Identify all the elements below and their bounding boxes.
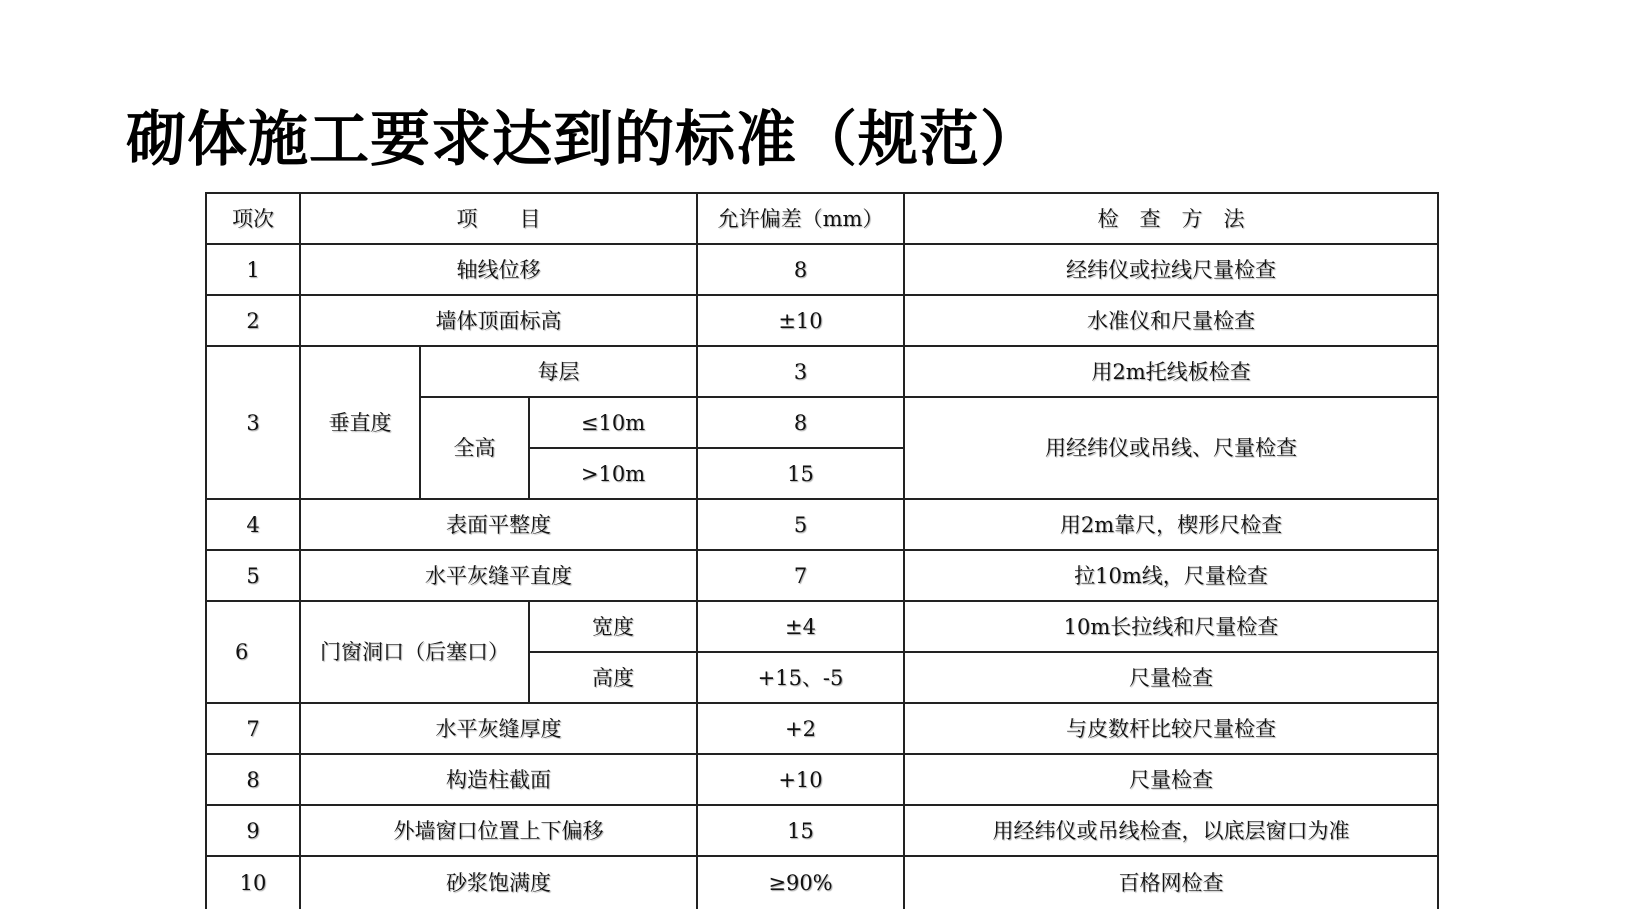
table-header-row [206, 193, 1438, 244]
table-row [206, 295, 1438, 346]
row-no: 10 [206, 856, 300, 909]
row-no: 1 [206, 244, 300, 295]
row-tolerance: 8 [697, 244, 904, 295]
row-item: 表面平整度 [300, 499, 697, 550]
row-tolerance: +10 [697, 754, 904, 805]
row-tolerance: 5 [697, 499, 904, 550]
row-no: 7 [206, 703, 300, 754]
row-tolerance: ±10 [697, 295, 904, 346]
table-row [206, 244, 1438, 295]
table-row [206, 499, 1438, 550]
row-item: 轴线位移 [300, 244, 697, 295]
sub-item-width: 宽度 [529, 601, 697, 652]
sub-item-full-height: 全高 [420, 397, 529, 499]
row-item: 水平灰缝平直度 [300, 550, 697, 601]
sub-item-per-floor: 每层 [420, 346, 697, 397]
header-tolerance: 允许偏差（mm） [697, 193, 904, 244]
table-row [206, 601, 1438, 652]
row-method: 尺量检查 [904, 754, 1438, 805]
row-no: 9 [206, 805, 300, 856]
standards-table [205, 192, 1439, 909]
row-item: 构造柱截面 [300, 754, 697, 805]
row-tolerance: 8 [697, 397, 904, 448]
table-row [206, 346, 1438, 397]
row-item: 水平灰缝厚度 [300, 703, 697, 754]
sub-item-height: 高度 [529, 652, 697, 703]
row-method: 水准仪和尺量检查 [904, 295, 1438, 346]
row-method: 用经纬仪或吊线检查，以底层窗口为准 [904, 805, 1438, 856]
row-tolerance: +2 [697, 703, 904, 754]
sub-item-le10m: ≤10m [529, 397, 697, 448]
row-method: 用经纬仪或吊线、尺量检查 [904, 397, 1438, 499]
table-row [206, 856, 1438, 909]
table-row [206, 754, 1438, 805]
row-no: 8 [206, 754, 300, 805]
row-item: 门窗洞口（后塞口） [300, 601, 529, 703]
row-method: 用2m托线板检查 [904, 346, 1438, 397]
row-tolerance: 7 [697, 550, 904, 601]
row-tolerance: 15 [697, 448, 904, 499]
table-row [206, 805, 1438, 856]
row-tolerance: ±4 [697, 601, 904, 652]
row-item: 外墙窗口位置上下偏移 [300, 805, 697, 856]
row-tolerance: 3 [697, 346, 904, 397]
row-no: 4 [206, 499, 300, 550]
row-no: 2 [206, 295, 300, 346]
row-item: 砂浆饱满度 [300, 856, 697, 909]
row-method: 10m长拉线和尺量检查 [904, 601, 1438, 652]
row-tolerance: 15 [697, 805, 904, 856]
row-method: 百格网检查 [904, 856, 1438, 909]
table-row [206, 550, 1438, 601]
sub-item-gt10m: >10m [529, 448, 697, 499]
row-method: 用2m靠尺，楔形尺检查 [904, 499, 1438, 550]
header-method: 检 查 方 法 [904, 193, 1438, 244]
header-no: 项次 [206, 193, 300, 244]
row-method: 经纬仪或拉线尺量检查 [904, 244, 1438, 295]
row-method: 拉10m线，尺量检查 [904, 550, 1438, 601]
row-tolerance: ≥90% [697, 856, 904, 909]
row-item: 墙体顶面标高 [300, 295, 697, 346]
row-no: 3 [206, 346, 300, 499]
row-method: 尺量检查 [904, 652, 1438, 703]
table-row [206, 703, 1438, 754]
row-item: 垂直度 [300, 346, 420, 499]
row-no: 6 [206, 601, 300, 703]
row-no: 5 [206, 550, 300, 601]
page-title: 砌体施工要求达到的标准（规范） [126, 105, 1041, 175]
row-tolerance: +15、-5 [697, 652, 904, 703]
header-item: 项 目 [300, 193, 697, 244]
row-method: 与皮数杆比较尺量检查 [904, 703, 1438, 754]
